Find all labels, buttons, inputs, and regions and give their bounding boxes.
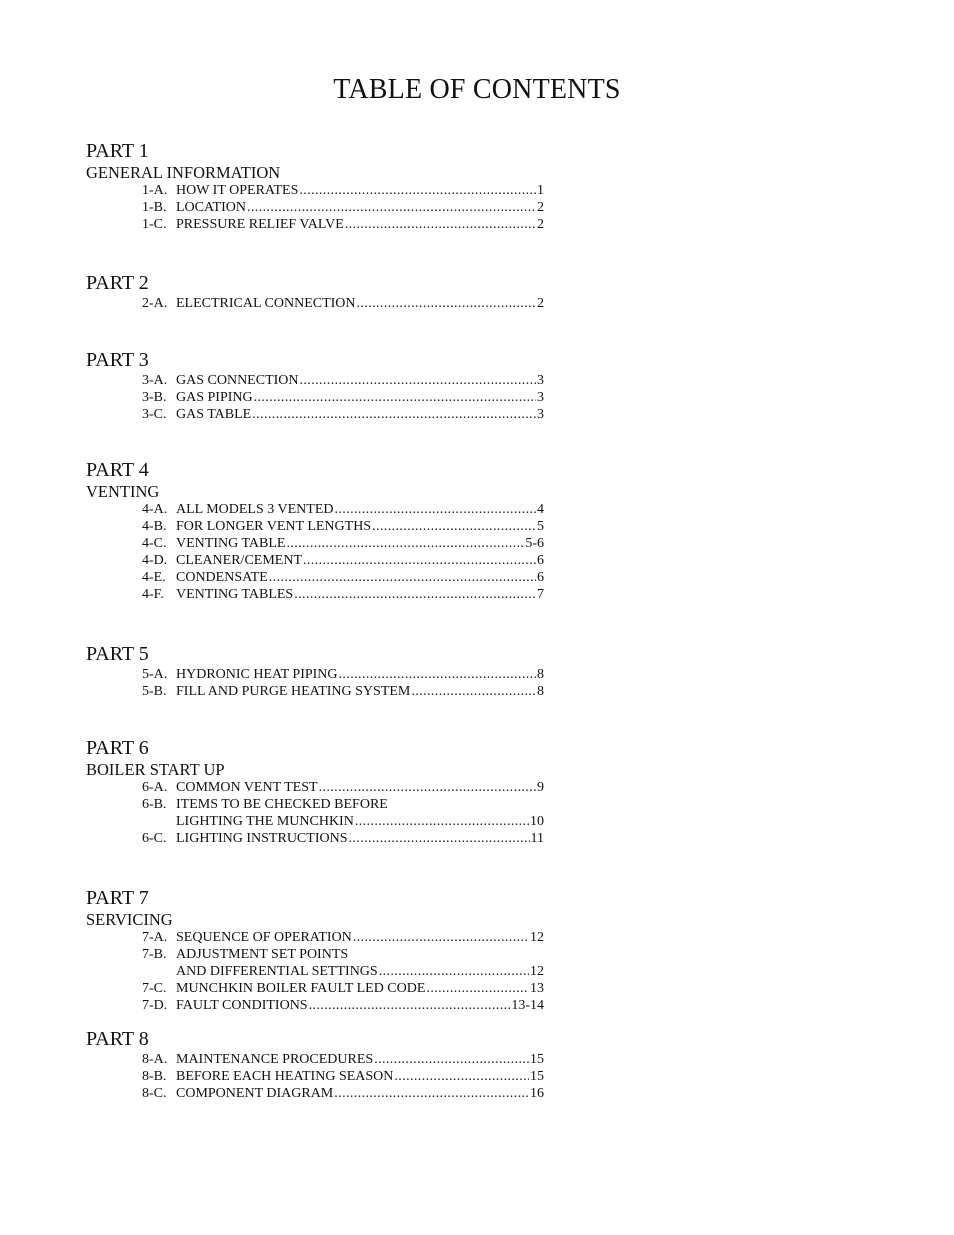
- part-heading: PART 7: [86, 887, 149, 909]
- entry-number: 7-D.: [142, 998, 168, 1013]
- toc-entry-list: [142, 1051, 544, 1102]
- dot-leader: [357, 295, 536, 312]
- entry-number: 1-A.: [142, 183, 168, 198]
- toc-entry[interactable]: [142, 372, 544, 389]
- entry-page-number: 13-14: [511, 998, 544, 1013]
- entry-page-number: 1: [537, 183, 544, 198]
- entry-title: CONDENSATE: [176, 570, 268, 585]
- dot-leader: [319, 779, 536, 796]
- entry-number: 4-D.: [142, 553, 168, 568]
- entry-page-number: 13: [530, 981, 544, 996]
- entry-number: 6-A.: [142, 780, 168, 795]
- toc-part: [86, 1028, 556, 1102]
- dot-leader: [374, 1051, 529, 1068]
- toc-entry[interactable]: [142, 1068, 544, 1085]
- toc-entry[interactable]: [142, 666, 544, 683]
- entry-page-number: 7: [537, 587, 544, 602]
- entry-number: 1-C.: [142, 217, 167, 232]
- entry-page-number: 6: [537, 553, 544, 568]
- dot-leader: [372, 518, 536, 535]
- toc-entry-line: [142, 796, 544, 813]
- toc-entry[interactable]: [142, 535, 544, 552]
- part-heading: PART 3: [86, 349, 149, 371]
- toc-entry[interactable]: [142, 980, 544, 997]
- entry-number: 5-A.: [142, 667, 168, 682]
- toc-entry[interactable]: [142, 216, 544, 233]
- dot-leader: [411, 683, 536, 700]
- entry-page-number: 2: [537, 296, 544, 311]
- toc-part: [86, 349, 556, 423]
- entry-page-number: 15: [530, 1069, 544, 1084]
- entry-number: 7-C.: [142, 981, 167, 996]
- entry-number: 3-B.: [142, 390, 167, 405]
- entry-page-number: 16: [530, 1086, 544, 1101]
- dot-leader: [353, 929, 529, 946]
- entry-number: 8-C.: [142, 1086, 167, 1101]
- toc-entry-list: [142, 929, 544, 1014]
- part-subtitle: BOILER START UP: [86, 760, 225, 779]
- entry-number: 4-A.: [142, 502, 168, 517]
- entry-title: SEQUENCE OF OPERATION: [176, 930, 352, 945]
- entry-number: 4-C.: [142, 536, 167, 551]
- entry-number: 8-A.: [142, 1052, 168, 1067]
- entry-title: FOR LONGER VENT LENGTHS: [176, 519, 372, 534]
- dot-leader: [345, 216, 536, 233]
- toc-entry[interactable]: [142, 295, 544, 312]
- entry-page-number: 5-6: [525, 536, 544, 551]
- entry-title: CLEANER/CEMENT: [176, 553, 302, 568]
- entry-page-number: 12: [530, 930, 544, 945]
- toc-entry-list: [142, 182, 544, 233]
- part-heading: PART 6: [86, 737, 149, 759]
- toc-entry[interactable]: [142, 929, 544, 946]
- entry-page-number: 2: [537, 200, 544, 215]
- entry-number: 4-B.: [142, 519, 167, 534]
- toc-entry-list: [142, 501, 544, 603]
- entry-number: 3-A.: [142, 373, 168, 388]
- toc-entry-list: [142, 779, 544, 847]
- entry-title: MAINTENANCE PROCEDURES: [176, 1052, 374, 1067]
- entry-page-number: 12: [530, 964, 544, 979]
- entry-page-number: 11: [530, 831, 544, 846]
- entry-number: 8-B.: [142, 1069, 167, 1084]
- toc-entry-list: [142, 666, 544, 700]
- dot-leader: [254, 389, 536, 406]
- toc-entry[interactable]: [142, 830, 544, 847]
- toc-part: [86, 643, 556, 700]
- entry-title: PRESSURE RELIEF VALVE: [176, 217, 344, 232]
- toc-part: [86, 140, 556, 233]
- toc-entry[interactable]: [142, 501, 544, 518]
- entry-title-first-line: ITEMS TO BE CHECKED BEFORE: [176, 797, 388, 812]
- entry-title-first-line: ADJUSTMENT SET POINTS: [176, 947, 349, 962]
- entry-title: COMMON VENT TEST: [176, 780, 318, 795]
- entry-number: 7-A.: [142, 930, 168, 945]
- part-subtitle: VENTING: [86, 482, 160, 501]
- dot-leader: [286, 535, 524, 552]
- part-subtitle: GENERAL INFORMATION: [86, 163, 281, 182]
- dot-leader: [247, 199, 536, 216]
- entry-title: GAS PIPING: [176, 390, 253, 405]
- entry-number: 5-B.: [142, 684, 167, 699]
- entry-number: 4-F.: [142, 587, 164, 602]
- dot-leader: [335, 501, 537, 518]
- entry-page-number: 8: [537, 684, 544, 699]
- dot-leader: [394, 1068, 529, 1085]
- entry-page-number: 4: [537, 502, 544, 517]
- dot-leader: [299, 182, 536, 199]
- toc-part: [86, 272, 556, 312]
- entry-number: 3-C.: [142, 407, 167, 422]
- toc-entry[interactable]: [142, 518, 544, 535]
- dot-leader: [252, 406, 536, 423]
- entry-title: ELECTRICAL CONNECTION: [176, 296, 356, 311]
- part-subtitle: SERVICING: [86, 910, 173, 929]
- entry-title: BEFORE EACH HEATING SEASON: [176, 1069, 394, 1084]
- dot-leader: [334, 1085, 529, 1102]
- entry-page-number: 8: [537, 667, 544, 682]
- entry-title: FILL AND PURGE HEATING SYSTEM: [176, 684, 411, 699]
- entry-title: GAS TABLE: [176, 407, 252, 422]
- entry-page-number: 9: [537, 780, 544, 795]
- part-heading: PART 8: [86, 1028, 149, 1050]
- dot-leader: [355, 813, 529, 830]
- entry-title: VENTING TABLES: [176, 587, 294, 602]
- entry-page-number: 3: [537, 407, 544, 422]
- toc-entry[interactable]: [142, 389, 544, 406]
- entry-number: 1-B.: [142, 200, 167, 215]
- entry-page-number: 2: [537, 217, 544, 232]
- toc-entry[interactable]: [142, 1085, 544, 1102]
- entry-page-number: 6: [537, 570, 544, 585]
- entry-title: HYDRONIC HEAT PIPING: [176, 667, 338, 682]
- entry-title: FAULT CONDITIONS: [176, 998, 308, 1013]
- toc-entry[interactable]: [142, 182, 544, 199]
- toc-entry[interactable]: [142, 199, 544, 216]
- toc-entry[interactable]: [142, 586, 544, 603]
- toc-part: [86, 459, 556, 603]
- entry-page-number: 10: [530, 814, 544, 829]
- dot-leader: [303, 552, 536, 569]
- entry-title: GAS CONNECTION: [176, 373, 299, 388]
- entry-page-number: 3: [537, 390, 544, 405]
- dot-leader: [339, 666, 536, 683]
- entry-number: 2-A.: [142, 296, 168, 311]
- dot-leader: [426, 980, 529, 997]
- entry-title: LOCATION: [176, 200, 246, 215]
- dot-leader: [300, 372, 537, 389]
- toc-entry[interactable]: [142, 997, 544, 1014]
- entry-number: 6-B.: [142, 797, 167, 812]
- toc-entry[interactable]: [142, 1051, 544, 1068]
- entry-title: LIGHTING INSTRUCTIONS: [176, 831, 348, 846]
- entry-number: 4-E.: [142, 570, 166, 585]
- page-title: TABLE OF CONTENTS: [333, 74, 621, 105]
- entry-page-number: 5: [537, 519, 544, 534]
- entry-title: AND DIFFERENTIAL SETTINGS: [176, 964, 378, 979]
- toc-entry[interactable]: [142, 569, 544, 586]
- toc-part: [86, 887, 556, 1014]
- dot-leader: [349, 830, 530, 847]
- entry-number: 7-B.: [142, 947, 167, 962]
- entry-page-number: 15: [530, 1052, 544, 1067]
- entry-number: 6-C.: [142, 831, 167, 846]
- toc-entry-line: [142, 946, 544, 963]
- toc-entry[interactable]: [142, 963, 544, 980]
- toc-entry[interactable]: [142, 406, 544, 423]
- dot-leader: [379, 963, 529, 980]
- toc-entry-list: [142, 295, 544, 312]
- toc-entry[interactable]: [142, 779, 544, 796]
- part-heading: PART 5: [86, 643, 149, 665]
- toc-entry[interactable]: [142, 552, 544, 569]
- toc-entry[interactable]: [142, 813, 544, 830]
- part-heading: PART 2: [86, 272, 149, 294]
- toc-entry-list: [142, 372, 544, 423]
- entry-title: COMPONENT DIAGRAM: [176, 1086, 334, 1101]
- part-heading: PART 1: [86, 140, 149, 162]
- part-heading: PART 4: [86, 459, 149, 481]
- entry-title: VENTING TABLE: [176, 536, 286, 551]
- toc-part: [86, 737, 556, 847]
- entry-title: ALL MODELS 3 VENTED: [176, 502, 334, 517]
- entry-page-number: 3: [537, 373, 544, 388]
- dot-leader: [294, 586, 536, 603]
- dot-leader: [309, 997, 511, 1014]
- entry-title: LIGHTING THE MUNCHKIN: [176, 814, 354, 829]
- entry-title: MUNCHKIN BOILER FAULT LED CODE: [176, 981, 426, 996]
- toc-entry[interactable]: [142, 683, 544, 700]
- dot-leader: [269, 569, 536, 586]
- entry-title: HOW IT OPERATES: [176, 183, 299, 198]
